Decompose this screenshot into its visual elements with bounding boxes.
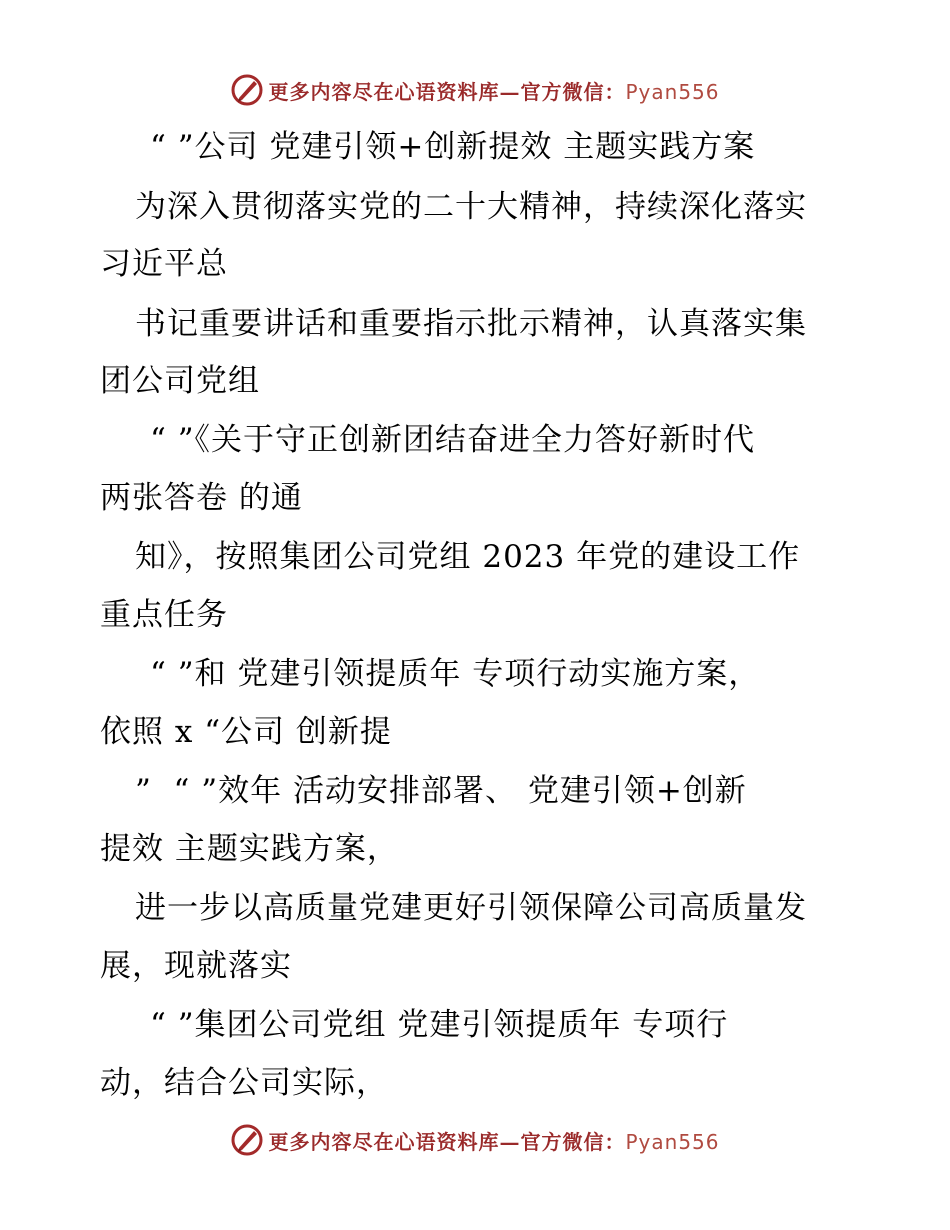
body-line: ” “ ”效年 活动安排部署、 党建引领+创新 bbox=[135, 773, 747, 809]
body-line: “ ”和 党建引领提质年 专项行动实施方案， bbox=[150, 656, 761, 692]
pen-logo-icon bbox=[230, 1123, 264, 1157]
body-line: 依照 x “公司 创新提 bbox=[100, 714, 392, 750]
body-line: 展，现就落实 bbox=[100, 948, 292, 984]
body-line: 为深入贯彻落实党的二十大精神，持续深化落实 bbox=[135, 189, 807, 225]
banner-wechat-label: 官方微信： bbox=[520, 79, 626, 104]
pen-logo-icon bbox=[230, 73, 264, 107]
body-line: 两张答卷 的通 bbox=[100, 480, 303, 516]
banner-wechat-id: Pyan556 bbox=[625, 1129, 720, 1154]
banner-dash: — bbox=[499, 1129, 521, 1154]
body-line: 重点任务 bbox=[100, 597, 228, 633]
body-line: 书记重要讲话和重要指示批示精神，认真落实集 bbox=[135, 306, 807, 342]
banner-wechat-id: Pyan556 bbox=[625, 79, 720, 104]
banner-wechat-label: 官方微信： bbox=[520, 1129, 626, 1154]
body-line: 习近平总 bbox=[100, 246, 228, 282]
body-line: 知》，按照集团公司党组 2023 年党的建设工作 bbox=[135, 539, 801, 575]
body-line: 提效 主题实践方案， bbox=[100, 831, 399, 867]
footer-banner bbox=[0, 1120, 950, 1160]
body-line: 进一步以高质量党建更好引领保障公司高质量发 bbox=[135, 890, 807, 926]
body-line: “ ”《关于守正创新团结奋进全力答好新时代 bbox=[150, 422, 756, 458]
doc-title: “ ”公司 党建引领+创新提效 主题实践方案 bbox=[150, 129, 756, 165]
banner-main-text: 更多内容尽在心语资料库 bbox=[268, 1129, 500, 1154]
banner-main-text: 更多内容尽在心语资料库 bbox=[268, 79, 500, 104]
body-line: “ ”集团公司党组 党建引领提质年 专项行 bbox=[150, 1007, 729, 1043]
body-line: 团公司党组 bbox=[100, 363, 260, 399]
header-banner bbox=[0, 70, 950, 110]
body-line: 动，结合公司实际， bbox=[100, 1065, 388, 1101]
banner-dash: — bbox=[499, 79, 521, 104]
